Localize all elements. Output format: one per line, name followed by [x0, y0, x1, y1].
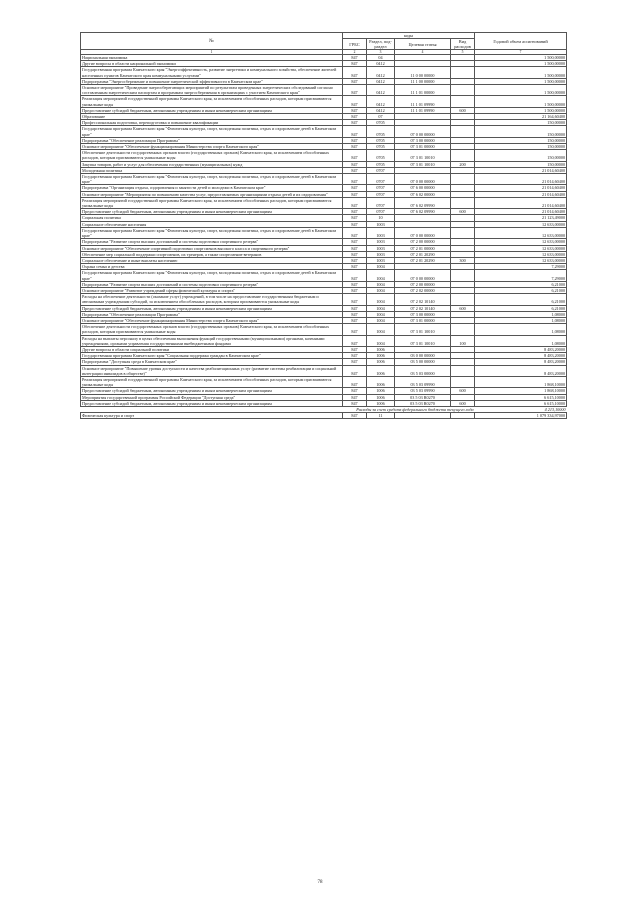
- row-razdel: 1004: [367, 287, 395, 293]
- row-name: Профессиональная подготовка, переподготовка и повышение квалификации: [81, 120, 343, 126]
- row-name: Расходы на обеспечение деятельности (оказание услуг) учреждений, в том числе на предоставление государственным бюджетным и автономным учреждениям субсидий, за исключением обособленных расходов, которым присваиваются уникальные коды: [81, 294, 343, 305]
- col-index-3: 3: [367, 50, 395, 55]
- row-grbs: 847: [343, 185, 367, 191]
- row-razdel: 1006: [367, 359, 395, 365]
- row-target: [395, 413, 451, 419]
- row-name: Социальная политика: [81, 215, 343, 221]
- row-vid: [451, 126, 475, 137]
- row-name: Предоставление субсидий бюджетным, автономным учреждениям и иным некоммерческим организациям: [81, 400, 343, 406]
- row-razdel: 0412: [367, 85, 395, 96]
- header-target: Целевая статья: [395, 39, 451, 50]
- row-amount: 21 014,60400: [475, 174, 567, 185]
- row-razdel: 1006: [367, 353, 395, 359]
- row-target: 03 5 03 09990: [395, 388, 451, 394]
- row-vid: 600: [451, 400, 475, 406]
- row-name: Подпрограмма "Доступная среда в Камчатском крае": [81, 359, 343, 365]
- row-amount: 6,21000: [475, 281, 567, 287]
- row-grbs: 847: [343, 120, 367, 126]
- row-target: 07 6 02 00000: [395, 191, 451, 197]
- row-target: 11 1 01 09990: [395, 96, 451, 107]
- row-razdel: 0707: [367, 167, 395, 173]
- row-grbs: 847: [343, 227, 367, 238]
- row-vid: 600: [451, 388, 475, 394]
- row-target: 07 3 01 00000: [395, 317, 451, 323]
- col-index-2: 2: [343, 50, 367, 55]
- row-vid: 300: [451, 257, 475, 263]
- table-row: [81, 174, 567, 185]
- row-vid: 600: [451, 209, 475, 215]
- row-grbs: 847: [343, 78, 367, 84]
- row-vid: 600: [451, 305, 475, 311]
- row-name: Социальное обеспечение и иные выплаты населению: [81, 257, 343, 263]
- table-row: [81, 413, 567, 419]
- row-name: Другие вопросы в области социальной политики: [81, 346, 343, 352]
- row-razdel: 0707: [367, 197, 395, 208]
- header-vid: Вид расходов: [451, 39, 475, 50]
- row-grbs: 847: [343, 221, 367, 227]
- row-grbs: 847: [343, 209, 367, 215]
- budget-table-sheet: [80, 32, 566, 419]
- row-target: 11 0 00 00000: [395, 67, 451, 78]
- row-razdel: 1004: [367, 311, 395, 317]
- row-amount: 21 014,60400: [475, 209, 567, 215]
- row-target: 07 3 01 10010: [395, 335, 451, 346]
- table-row: [81, 126, 567, 137]
- row-razdel: 1004: [367, 317, 395, 323]
- row-target: 07 3 01 00000: [395, 144, 451, 150]
- header-codes: коды: [343, 33, 475, 39]
- row-grbs: 847: [343, 270, 367, 281]
- col-index-7: 7: [475, 50, 567, 55]
- row-amount: 21 014,60400: [475, 197, 567, 208]
- row-grbs: 847: [343, 245, 367, 251]
- row-name: Обеспечение деятельности государственных органов власти (государственных органов) Камчатского края, за исключением обособленных расходов, которым присваиваются уникальные коды: [81, 324, 343, 335]
- row-razdel: 0707: [367, 185, 395, 191]
- row-amount: 1 079 334,97000: [475, 413, 567, 419]
- table-row: [81, 270, 567, 281]
- row-razdel: 1004: [367, 264, 395, 270]
- row-amount: 1 500,00000: [475, 55, 567, 61]
- row-grbs: 847: [343, 215, 367, 221]
- row-grbs: 847: [343, 126, 367, 137]
- row-razdel: 0705: [367, 120, 395, 126]
- row-target: 07 6 00 00000: [395, 185, 451, 191]
- row-name: Обеспечение деятельности государственных органов власти (государственных органов) Камчатского края, за исключением обособленных расходов, которым присваиваются уникальные коды: [81, 150, 343, 161]
- row-name: Государственная программа Камчатского края "Энергоэффективность, развитие энергетики и коммунального хозяйства, обеспечение жителей населенных пунктов Камчатского края коммунальными услугами": [81, 67, 343, 78]
- table-row: [81, 365, 567, 376]
- row-amount: 8 483,20000: [475, 353, 567, 359]
- row-target: 07 6 02 09990: [395, 209, 451, 215]
- table-row: [81, 335, 567, 346]
- row-target: 07 2 00 00000: [395, 239, 451, 245]
- row-razdel: 0707: [367, 191, 395, 197]
- row-name: Подпрограмма "Энергосбережение и повышение энергетической эффективности в Камчатском крае": [81, 78, 343, 84]
- row-grbs: 847: [343, 413, 367, 419]
- row-amount: 1,08000: [475, 311, 567, 317]
- row-amount: 1 500,00000: [475, 107, 567, 113]
- row-grbs: 847: [343, 96, 367, 107]
- row-amount: 7,29000: [475, 264, 567, 270]
- row-grbs: 847: [343, 281, 367, 287]
- row-grbs: 847: [343, 61, 367, 67]
- row-razdel: 0705: [367, 144, 395, 150]
- row-target: 07 3 01 10010: [395, 150, 451, 161]
- row-vid: 100: [451, 335, 475, 346]
- row-razdel: 1003: [367, 257, 395, 263]
- row-amount: 150,00000: [475, 161, 567, 167]
- row-target: 07 2 02 10140: [395, 305, 451, 311]
- row-grbs: 847: [343, 311, 367, 317]
- row-vid: [451, 96, 475, 107]
- col-index-1: 1: [81, 50, 343, 55]
- row-amount: 21 014,60400: [475, 185, 567, 191]
- row-target: 07 2 00 00000: [395, 281, 451, 287]
- row-grbs: 847: [343, 67, 367, 78]
- row-grbs: 847: [343, 191, 367, 197]
- row-vid: 200: [451, 161, 475, 167]
- row-name: Предоставление субсидий бюджетным, автономным учреждениям и иным некоммерческим организациям: [81, 107, 343, 113]
- row-amount: 12 633,00000: [475, 239, 567, 245]
- row-razdel: 1004: [367, 305, 395, 311]
- row-razdel: 1004: [367, 281, 395, 287]
- row-vid: [451, 324, 475, 335]
- row-name: Реализация мероприятий государственной программы Камчатского края, за исключением обособленных расходов, которым присваиваются уникальные коды: [81, 197, 343, 208]
- row-grbs: 847: [343, 107, 367, 113]
- row-razdel: 0412: [367, 107, 395, 113]
- row-name: Обеспечение мер социальной поддержки спортсменов, их тренеров, а также спортсменов-ветеранов: [81, 251, 343, 257]
- table-row: [81, 376, 567, 387]
- row-vid: [451, 197, 475, 208]
- table-body: [81, 55, 567, 407]
- row-amount: 12 633,00000: [475, 227, 567, 238]
- row-target: 07 0 00 00000: [395, 227, 451, 238]
- row-grbs: 847: [343, 287, 367, 293]
- row-name: Основное мероприятие "Развитие учреждений сферы физической культуры и спорта": [81, 287, 343, 293]
- row-target: 07 2 01 20290: [395, 257, 451, 263]
- row-amount: 12 633,00000: [475, 257, 567, 263]
- row-vid: [451, 150, 475, 161]
- row-target: 03 5 03 R0270: [395, 394, 451, 400]
- row-amount: 150,00000: [475, 144, 567, 150]
- row-target: 03 5 03 00000: [395, 365, 451, 376]
- row-amount: 6 615,10000: [475, 394, 567, 400]
- row-vid: [451, 270, 475, 281]
- row-amount: 21 014,60400: [475, 167, 567, 173]
- row-grbs: 847: [343, 324, 367, 335]
- table-row: [81, 197, 567, 208]
- row-name: Предоставление субсидий бюджетным, автономным учреждениям и иным некоммерческим организациям: [81, 388, 343, 394]
- header-grbs: ГРБС: [343, 39, 367, 50]
- row-vid: [451, 174, 475, 185]
- row-amount: 12 633,00000: [475, 245, 567, 251]
- row-razdel: 11: [367, 413, 395, 419]
- row-target: 07 0 00 00000: [395, 126, 451, 137]
- row-razdel: 0705: [367, 161, 395, 167]
- row-grbs: 847: [343, 264, 367, 270]
- row-razdel: 04: [367, 55, 395, 61]
- row-razdel: 1004: [367, 324, 395, 335]
- row-razdel: 0705: [367, 137, 395, 143]
- row-amount: 1,08000: [475, 335, 567, 346]
- row-grbs: 847: [343, 167, 367, 173]
- row-target: 07 6 02 09990: [395, 197, 451, 208]
- row-name: Основное мероприятие "Мероприятия по повышению качества услуг, предоставляемых организациями отдыха детей и их оздоровления": [81, 191, 343, 197]
- col-index-5: 5: [451, 50, 475, 55]
- row-amount: 1 868,10000: [475, 376, 567, 387]
- row-grbs: 847: [343, 174, 367, 185]
- row-grbs: 847: [343, 335, 367, 346]
- row-razdel: 0707: [367, 209, 395, 215]
- row-amount: 150,00000: [475, 137, 567, 143]
- table-row: [81, 150, 567, 161]
- row-amount: 6,21000: [475, 305, 567, 311]
- row-razdel: 1006: [367, 394, 395, 400]
- row-name: Подпрограмма "Организация отдыха, оздоровления и занятости детей и молодежи в Камчатском крае": [81, 185, 343, 191]
- row-target: 07 3 00 00000: [395, 311, 451, 317]
- row-grbs: 847: [343, 353, 367, 359]
- table-row: [81, 85, 567, 96]
- row-amount: 21 014,60400: [475, 191, 567, 197]
- row-target: 07 0 00 00000: [395, 270, 451, 281]
- row-grbs: 847: [343, 346, 367, 352]
- header-amount: Годовой объем ассигнований: [475, 33, 567, 50]
- row-razdel: 1003: [367, 227, 395, 238]
- row-amount: 12 633,00000: [475, 221, 567, 227]
- row-name: Государственная программа Камчатского края "Физическая культура, спорт, молодежная политика, отдых и оздоровление детей в Камчатском крае": [81, 126, 343, 137]
- row-grbs: 847: [343, 365, 367, 376]
- row-grbs: 847: [343, 359, 367, 365]
- row-grbs: 847: [343, 294, 367, 305]
- row-grbs: 847: [343, 251, 367, 257]
- row-name: Основное мероприятие "Повышение уровня доступности и качества реабилитационных услуг (развитие системы реабилитации и социальной интеграции инвалидов в обществе)": [81, 365, 343, 376]
- row-razdel: 0412: [367, 61, 395, 67]
- row-amount: 12 633,00000: [475, 251, 567, 257]
- row-target: 07 2 01 20290: [395, 251, 451, 257]
- row-amount: 1,08000: [475, 317, 567, 323]
- row-target: 07 2 02 00000: [395, 287, 451, 293]
- row-razdel: 1006: [367, 388, 395, 394]
- row-amount: 21 164,60400: [475, 114, 567, 120]
- row-vid: [451, 294, 475, 305]
- row-name: Реализация мероприятий государственной программы Камчатского края, за исключением обособленных расходов, которым присваиваются уникальные коды: [81, 376, 343, 387]
- row-grbs: 847: [343, 317, 367, 323]
- row-grbs: 847: [343, 85, 367, 96]
- row-grbs: 847: [343, 144, 367, 150]
- row-razdel: 1006: [367, 376, 395, 387]
- row-name: Государственная программа Камчатского края "Физическая культура, спорт, молодежная политика, отдых и оздоровление детей в Камчатском крае": [81, 270, 343, 281]
- row-grbs: 847: [343, 394, 367, 400]
- row-name: Основное мероприятие "Проведение энергосберегающих мероприятий по результатам проведенных энергетических обследований согласно составленным энергетическим паспортам и программам энергосбережения в организациях с участием Камчатского края": [81, 85, 343, 96]
- row-name: Предоставление субсидий бюджетным, автономным учреждениям и иным некоммерческим организациям: [81, 305, 343, 311]
- row-amount: 150,00000: [475, 120, 567, 126]
- row-vid: [451, 85, 475, 96]
- row-target: 03 0 00 00000: [395, 353, 451, 359]
- row-vid: 600: [451, 107, 475, 113]
- row-target: 03 5 00 00000: [395, 359, 451, 365]
- row-target: 07 3 00 00000: [395, 137, 451, 143]
- row-grbs: 847: [343, 388, 367, 394]
- row-target: 07 2 02 10140: [395, 294, 451, 305]
- row-vid: [451, 413, 475, 419]
- row-name: Мероприятия государственной программы Российской Федерации "Доступная среда": [81, 394, 343, 400]
- row-amount: 8 483,20000: [475, 359, 567, 365]
- row-grbs: 847: [343, 305, 367, 311]
- row-target: 07 3 01 10010: [395, 161, 451, 167]
- row-razdel: 1004: [367, 335, 395, 346]
- row-razdel: 1003: [367, 239, 395, 245]
- note-text: Расходы за счет средств федерального бюджета текущего года: [356, 406, 474, 412]
- row-amount: 150,00000: [475, 126, 567, 137]
- table-row: [81, 227, 567, 238]
- row-amount: 1 500,00000: [475, 96, 567, 107]
- row-name: Другие вопросы в области национальной экономики: [81, 61, 343, 67]
- row-razdel: 0412: [367, 96, 395, 107]
- table-footer: [81, 406, 567, 418]
- row-razdel: 10: [367, 215, 395, 221]
- row-name: Национальная экономика: [81, 55, 343, 61]
- budget-allocations-table: [80, 32, 567, 419]
- row-name: Социальное обеспечение населения: [81, 221, 343, 227]
- table-row: [81, 294, 567, 305]
- row-amount: 8 483,20000: [475, 365, 567, 376]
- row-razdel: 1006: [367, 365, 395, 376]
- row-grbs: 847: [343, 239, 367, 245]
- row-amount: 150,00000: [475, 150, 567, 161]
- row-amount: 6,21000: [475, 294, 567, 305]
- row-name: Подпрограмма "Обеспечение реализации Программы": [81, 311, 343, 317]
- row-name: Охрана семьи и детства: [81, 264, 343, 270]
- table-row: [81, 67, 567, 78]
- row-amount: 1 500,00000: [475, 67, 567, 78]
- header-razdel: Раздел, под-раздел: [367, 39, 395, 50]
- row-grbs: 847: [343, 137, 367, 143]
- row-razdel: 1004: [367, 270, 395, 281]
- row-grbs: 847: [343, 197, 367, 208]
- row-amount: 6 615,10000: [475, 400, 567, 406]
- row-name: Основное мероприятие "Обеспечение функционирования Министерства спорта Камчатского края": [81, 144, 343, 150]
- row-razdel: 1003: [367, 251, 395, 257]
- row-name: Основное мероприятие "Обеспечение спортивной подготовки спортсменов высокого класса и спортивного резерва": [81, 245, 343, 251]
- row-razdel: 0705: [367, 126, 395, 137]
- row-name: Государственная программа Камчатского края "Социальная поддержка граждан в Камчатском крае": [81, 353, 343, 359]
- row-target: 07 2 01 00000: [395, 245, 451, 251]
- row-grbs: 847: [343, 150, 367, 161]
- row-name: Молодежная политика: [81, 167, 343, 173]
- row-target: 03 5 03 09990: [395, 376, 451, 387]
- row-amount: 1 500,00000: [475, 61, 567, 67]
- row-razdel: 0412: [367, 78, 395, 84]
- row-name: Закупка товаров, работ и услуг для обеспечения государственных (муниципальных) нужд: [81, 161, 343, 167]
- row-target: 07 3 01 10010: [395, 324, 451, 335]
- row-name: Основное мероприятие "Обеспечение функционирования Министерства спорта Камчатского края": [81, 317, 343, 323]
- row-grbs: 847: [343, 55, 367, 61]
- row-name: Подпрограмма "Обеспечение реализации Программы": [81, 137, 343, 143]
- row-vid: [451, 376, 475, 387]
- row-razdel: 07: [367, 114, 395, 120]
- row-razdel: 1006: [367, 346, 395, 352]
- note-amount: 4 213,10000: [544, 406, 566, 412]
- row-amount: 1 500,00000: [475, 85, 567, 96]
- row-grbs: 847: [343, 400, 367, 406]
- row-amount: 1,08000: [475, 324, 567, 335]
- table-row: [81, 96, 567, 107]
- row-razdel: 1006: [367, 400, 395, 406]
- row-amount: 8 483,20000: [475, 346, 567, 352]
- row-vid: [451, 365, 475, 376]
- row-target: 07 0 00 00000: [395, 174, 451, 185]
- row-razdel: 1003: [367, 245, 395, 251]
- table-row: [81, 324, 567, 335]
- row-amount: 6,21000: [475, 287, 567, 293]
- row-razdel: 0707: [367, 174, 395, 185]
- page-number: 78: [317, 880, 323, 885]
- row-amount: 1 868,10000: [475, 388, 567, 394]
- row-razdel: 0705: [367, 150, 395, 161]
- row-amount: 21 123,49000: [475, 215, 567, 221]
- row-name: Реализация мероприятий государственной программы Камчатского края, за исключением обособленных расходов, которым присваиваются уникальные коды: [81, 96, 343, 107]
- row-amount: 1 500,00000: [475, 78, 567, 84]
- row-name: Расходы на выплаты персоналу в целях обеспечения выполнения функций государственными (муниципальными) органами, казенными учреждениями, органами управления государственными внебюджетными фондами: [81, 335, 343, 346]
- row-target: 03 5 03 R0270: [395, 400, 451, 406]
- row-vid: [451, 67, 475, 78]
- row-grbs: 847: [343, 161, 367, 167]
- row-razdel: 1003: [367, 221, 395, 227]
- row-name: Подпрограмма "Развитие спорта высших достижений и системы подготовки спортивного резерва": [81, 239, 343, 245]
- row-name: Физическая культура и спорт: [81, 413, 343, 419]
- row-target: 11 1 01 09990: [395, 107, 451, 113]
- row-grbs: 847: [343, 257, 367, 263]
- row-vid: [451, 227, 475, 238]
- row-grbs: 847: [343, 376, 367, 387]
- row-name: Подпрограмма "Развитие спорта высших достижений и системы подготовки спортивного резерва": [81, 281, 343, 287]
- row-grbs: 847: [343, 114, 367, 120]
- row-amount: 7,29000: [475, 270, 567, 281]
- row-name: Государственная программа Камчатского края "Физическая культура, спорт, молодежная политика, отдых и оздоровление детей в Камчатском крае": [81, 227, 343, 238]
- col-index-4: 4: [395, 50, 451, 55]
- row-target: 11 1 00 00000: [395, 78, 451, 84]
- row-name: Предоставление субсидий бюджетным, автономным учреждениям и иным некоммерческим организациям: [81, 209, 343, 215]
- row-target: 11 1 01 00000: [395, 85, 451, 96]
- row-razdel: 0412: [367, 67, 395, 78]
- header-num: №: [81, 33, 343, 50]
- row-name: Образование: [81, 114, 343, 120]
- row-name: Государственная программа Камчатского края "Физическая культура, спорт, молодежная политика, отдых и оздоровление детей в Камчатском крае": [81, 174, 343, 185]
- row-razdel: 1004: [367, 294, 395, 305]
